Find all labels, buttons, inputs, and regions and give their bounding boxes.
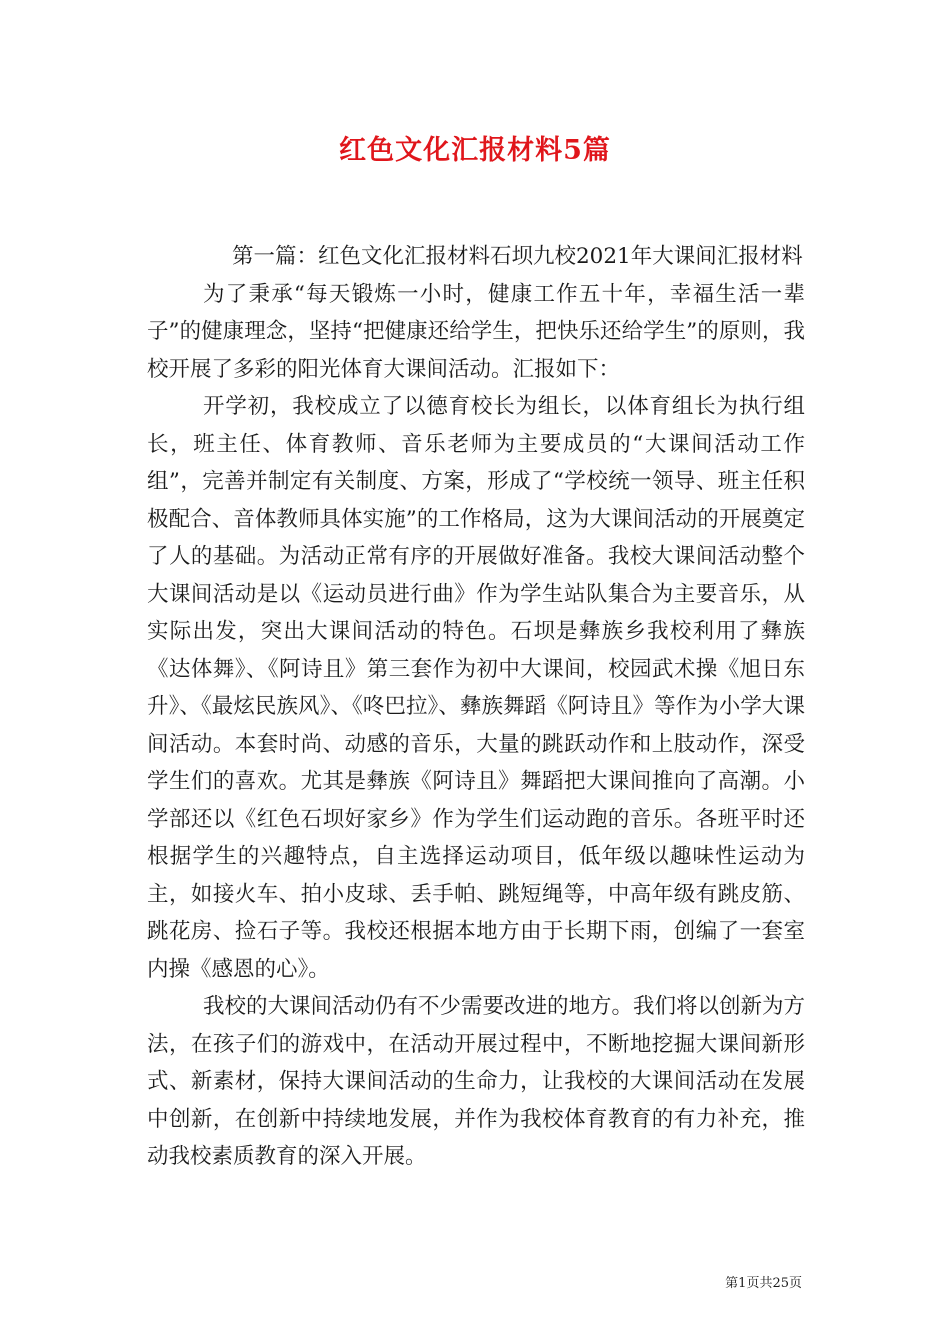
document-title: 红色文化汇报材料5篇	[339, 135, 611, 166]
paragraph-intro: 为了秉承“每天锻炼一小时，健康工作五十年，幸福生活一辈子”的健康理念，坚持“把健康还给学生，把快乐还给学生”的原则，我校开展了多彩的阳光体育大课间活动。汇报如下：	[147, 281, 805, 382]
page-number: 第1页共25页	[725, 1276, 802, 1291]
paragraph-organization: 开学初，我校成立了以德育校长为组长，以体育组长为执行组长，班主任、体育教师、音乐老师为主要成员的“大课间活动工作组”，完善并制定有关制度、方案，形成了“学校统一领导、班主任积极配合、音体教师具体实施”的工作格局，这为大课间活动的开展奠定了人的基础。为活动正常有序的开展做好准备。我校大课间活动整个大课间活动是以《运动员进行曲》作为学生站队集合为主要音乐，从实际出发，突出大课间活动的特色。石坝是彝族乡我校利用了彝族《达体舞》、《阿诗且》第三套作为初中大课间，校园武术操《旭日东升》、《最炫民族风》、《咚巴拉》、彝族舞蹈《阿诗且》等作为小学大课间活动。本套时尚、动感的音乐，大量的跳跃动作和上肢动作，深受学生们的喜欢。尤其是彝族《阿诗且》舞蹈把大课间推向了高潮。小学部还以《红色石坝好家乡》作为学生们运动跑的音乐。各班平时还根据学生的兴趣特点，自主选择运动项目，低年级以趣味性运动为主，如接火车、拍小皮球、丢手帕、跳短绳等，中高年级有跳皮筋、跳花房、捡石子等。我校还根据本地方由于长期下雨，创编了一套室内操《感恩的心》。	[147, 394, 805, 982]
document-body	[147, 238, 805, 1176]
paragraph-conclusion: 我校的大课间活动仍有不少需要改进的地方。我们将以创新为方法，在孩子们的游戏中，在活动开展过程中，不断地挖掘大课间新形式、新素材，保持大课间活动的生命力，让我校的大课间活动在发展中创新，在创新中持续地发展，并作为我校体育教育的有力补充，推动我校素质教育的深入开展。	[147, 994, 806, 1169]
section-heading: 第一篇：红色文化汇报材料石坝九校2021年大课间汇报材料	[232, 244, 803, 269]
